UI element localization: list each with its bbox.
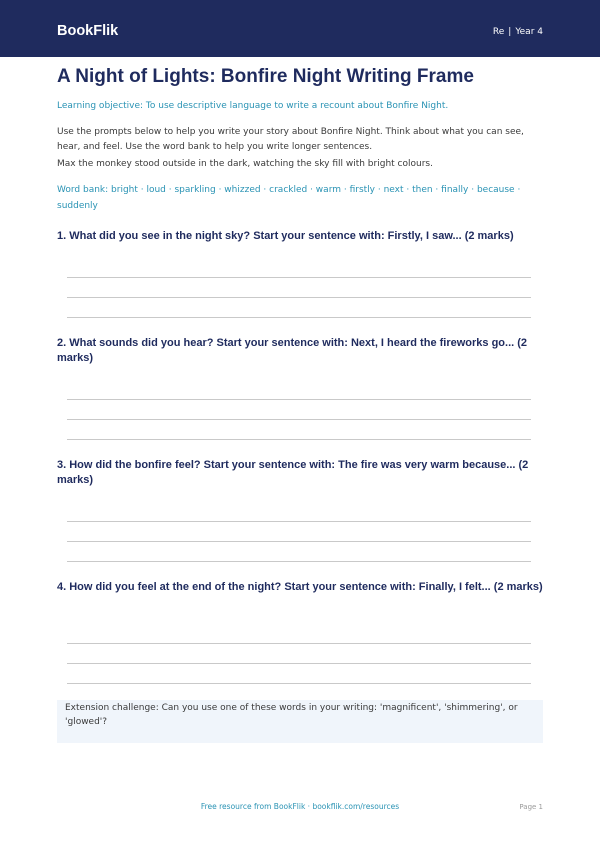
learning-objective: Learning objective: To use descriptive language to write a recount about Bonfire Night.	[57, 101, 449, 111]
answer-line[interactable]	[67, 561, 531, 562]
extension-challenge-box	[57, 700, 543, 743]
answer-line[interactable]	[67, 297, 531, 298]
question-1: 1. What did you see in the night sky? Start your sentence with: Firstly, I saw... (2 marks)	[57, 230, 514, 242]
word-bank: Word bank: bright · loud · sparkling · whizzed · crackled · warm · firstly · next · then · finally · because · suddenly	[57, 185, 521, 211]
question-4: 4. How did you feel at the end of the night? Start your sentence with: Finally, I felt... (2 marks)	[57, 581, 543, 593]
extension-challenge-text: Extension challenge: Can you use one of these words in your writing: 'magnificent', 'shimmering', or 'glowed'?	[65, 703, 518, 727]
answer-line[interactable]	[67, 521, 531, 522]
answer-line[interactable]	[67, 541, 531, 542]
footer-resource-link[interactable]: Free resource from BookFlik · bookflik.com/resources	[200, 802, 400, 811]
question-2: 2. What sounds did you hear? Start your sentence with: Next, I heard the fireworks go... (2 marks)	[57, 337, 528, 364]
answer-line[interactable]	[67, 399, 531, 400]
year-label: Year 4	[515, 27, 543, 37]
instructions: Use the prompts below to help you write your story about Bonfire Night. Think about what you can see, hear, and feel. Use the word bank to help you write longer sentences.	[57, 127, 524, 152]
answer-line[interactable]	[67, 683, 531, 684]
answer-line[interactable]	[67, 663, 531, 664]
brand-logo-text: BookFlik	[57, 23, 119, 39]
subject-label: Re	[492, 27, 505, 37]
question-3: 3. How did the bonfire feel? Start your sentence with: The fire was very warm because... (2 marks)	[57, 459, 529, 486]
answer-line[interactable]	[67, 643, 531, 644]
subject-year-label	[493, 27, 543, 37]
answer-line[interactable]	[67, 419, 531, 420]
story-intro: Max the monkey stood outside in the dark, watching the sky fill with bright colours.	[57, 159, 433, 169]
answer-line[interactable]	[67, 317, 531, 318]
worksheet-title: A Night of Lights: Bonfire Night Writing Frame	[57, 66, 474, 87]
page-number: Page 1	[519, 803, 543, 811]
separator: |	[508, 27, 512, 37]
answer-line[interactable]	[67, 277, 531, 278]
answer-line[interactable]	[67, 439, 531, 440]
header-bar	[0, 0, 600, 57]
